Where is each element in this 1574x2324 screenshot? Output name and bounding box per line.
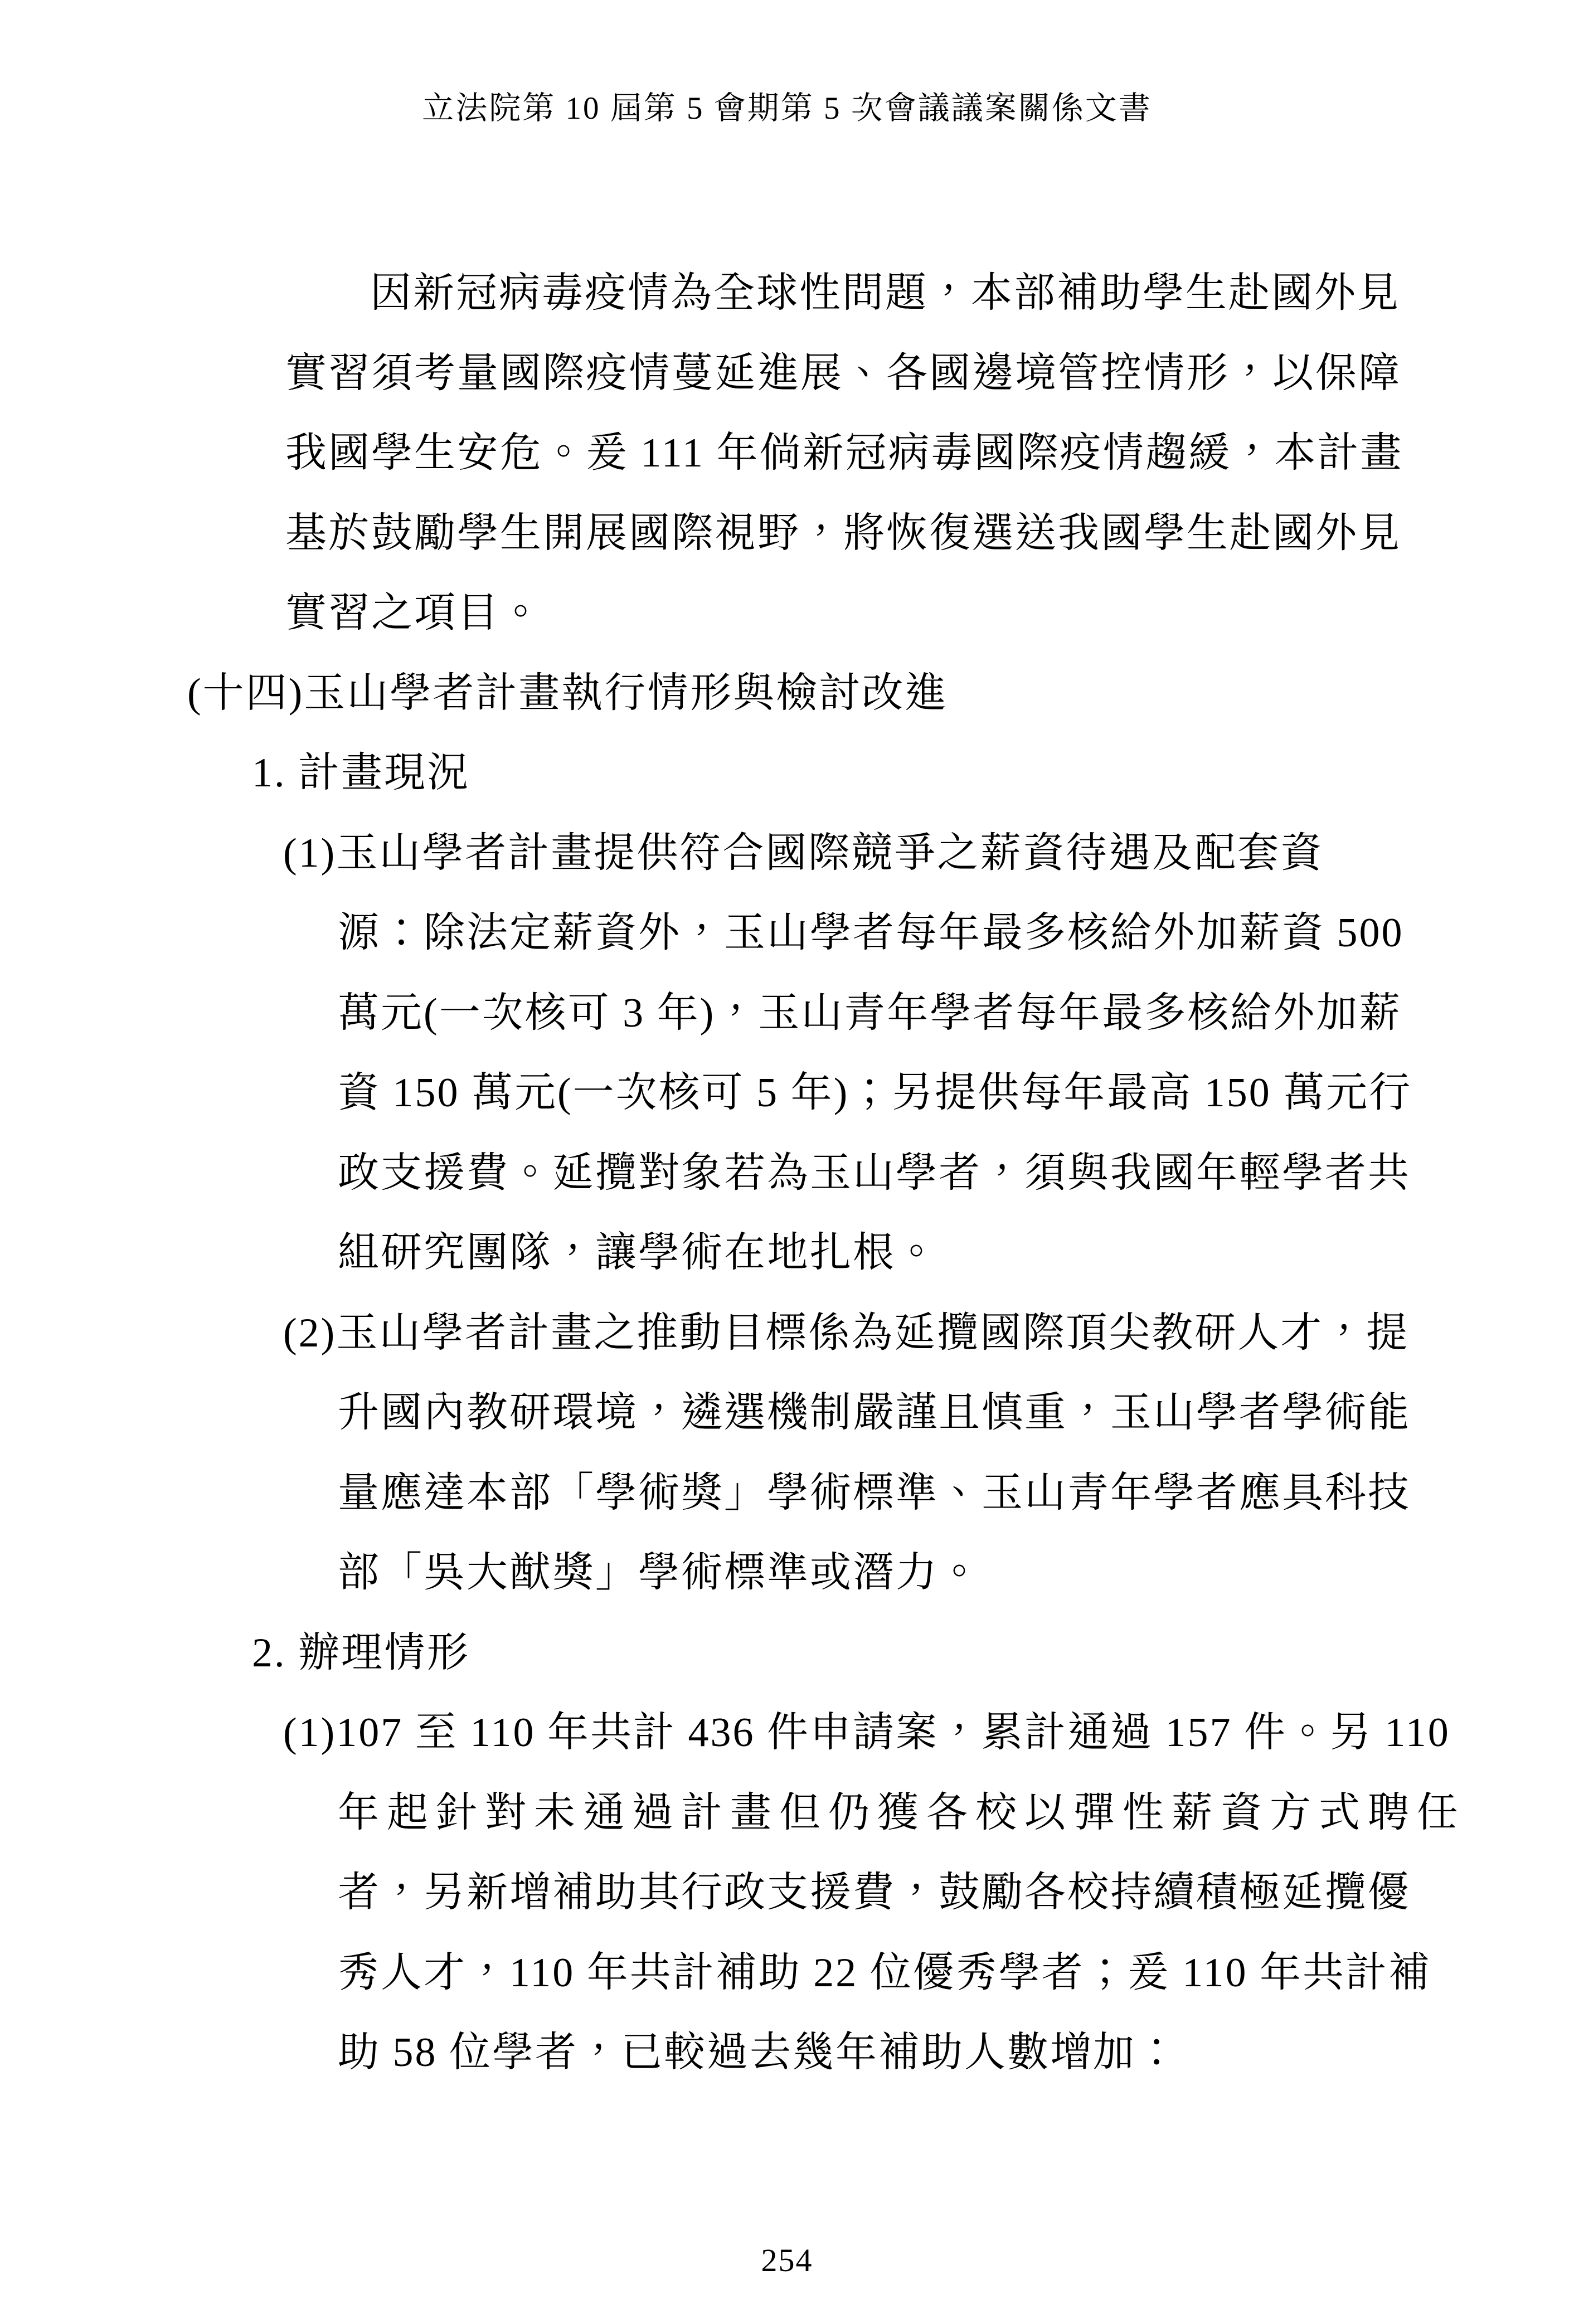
document-line: 實習之項目。 (285, 590, 543, 636)
document-line: 政支援費。延攬對象若為玉山學者，須與我國年輕學者共 (338, 1150, 1411, 1196)
numbered-heading: 2. 辦理情形 (252, 1630, 470, 1676)
document-line: 資 150 萬元(一次核可 5 年)；另提供每年最高 150 萬元行 (338, 1070, 1412, 1116)
document-line: 基於鼓勵學生開展國際視野，將恢復選送我國學生赴國外見 (285, 510, 1401, 556)
document-line: 萬元(一次核可 3 年)，玉山青年學者每年最多核給外加薪 (338, 990, 1402, 1036)
document-line: 秀人才，110 年共計補助 22 位優秀學者；爰 110 年共計補 (338, 1949, 1432, 1996)
document-line: 助 58 位學者，已較過去幾年補助人數增加： (338, 2030, 1179, 2075)
document-header-title: 立法院第 10 屆第 5 會期第 5 次會議議案關係文書 (422, 91, 1152, 126)
document-line: (1)107 至 110 年共計 436 件申請案，累計通過 157 件。另 110 (283, 1710, 1450, 1756)
document-line: 年起針對未通過計畫但仍獲各校以彈性薪資方式聘任 (338, 1790, 1466, 1836)
document-line: 因新冠病毒疫情為全球性問題，本部補助學生赴國外見 (370, 270, 1400, 316)
document-body (0, 254, 1574, 2093)
document-line: 者，另新增補助其行政支援費，鼓勵各校持續積極延攬優 (338, 1870, 1411, 1915)
document-line: 源：除法定薪資外，玉山學者每年最多核給外加薪資 500 (338, 910, 1404, 956)
document-line: 我國學生安危。爰 111 年倘新冠病毒國際疫情趨緩，本計畫 (285, 430, 1403, 476)
document-line: 組研究團隊，讓學術在地扎根。 (338, 1230, 939, 1276)
document-line: 升國內教研環境，遴選機制嚴謹且慎重，玉山學者學術能 (338, 1390, 1411, 1436)
section-heading: (十四)玉山學者計畫執行情形與檢討改進 (187, 670, 948, 716)
document-line: (2)玉山學者計畫之推動目標係為延攬國際頂尖教研人才，提 (283, 1310, 1410, 1356)
page-number: 254 (761, 2242, 813, 2278)
numbered-heading: 1. 計畫現況 (252, 750, 470, 796)
document-line: (1)玉山學者計畫提供符合國際競爭之薪資待遇及配套資 (283, 830, 1324, 876)
document-line: 量應達本部「學術獎」學術標準、玉山青年學者應具科技 (338, 1470, 1411, 1516)
document-line: 實習須考量國際疫情蔓延進展、各國邊境管控情形，以保障 (285, 350, 1401, 396)
document-line: 部「吳大猷獎」學術標準或潛力。 (338, 1550, 982, 1596)
